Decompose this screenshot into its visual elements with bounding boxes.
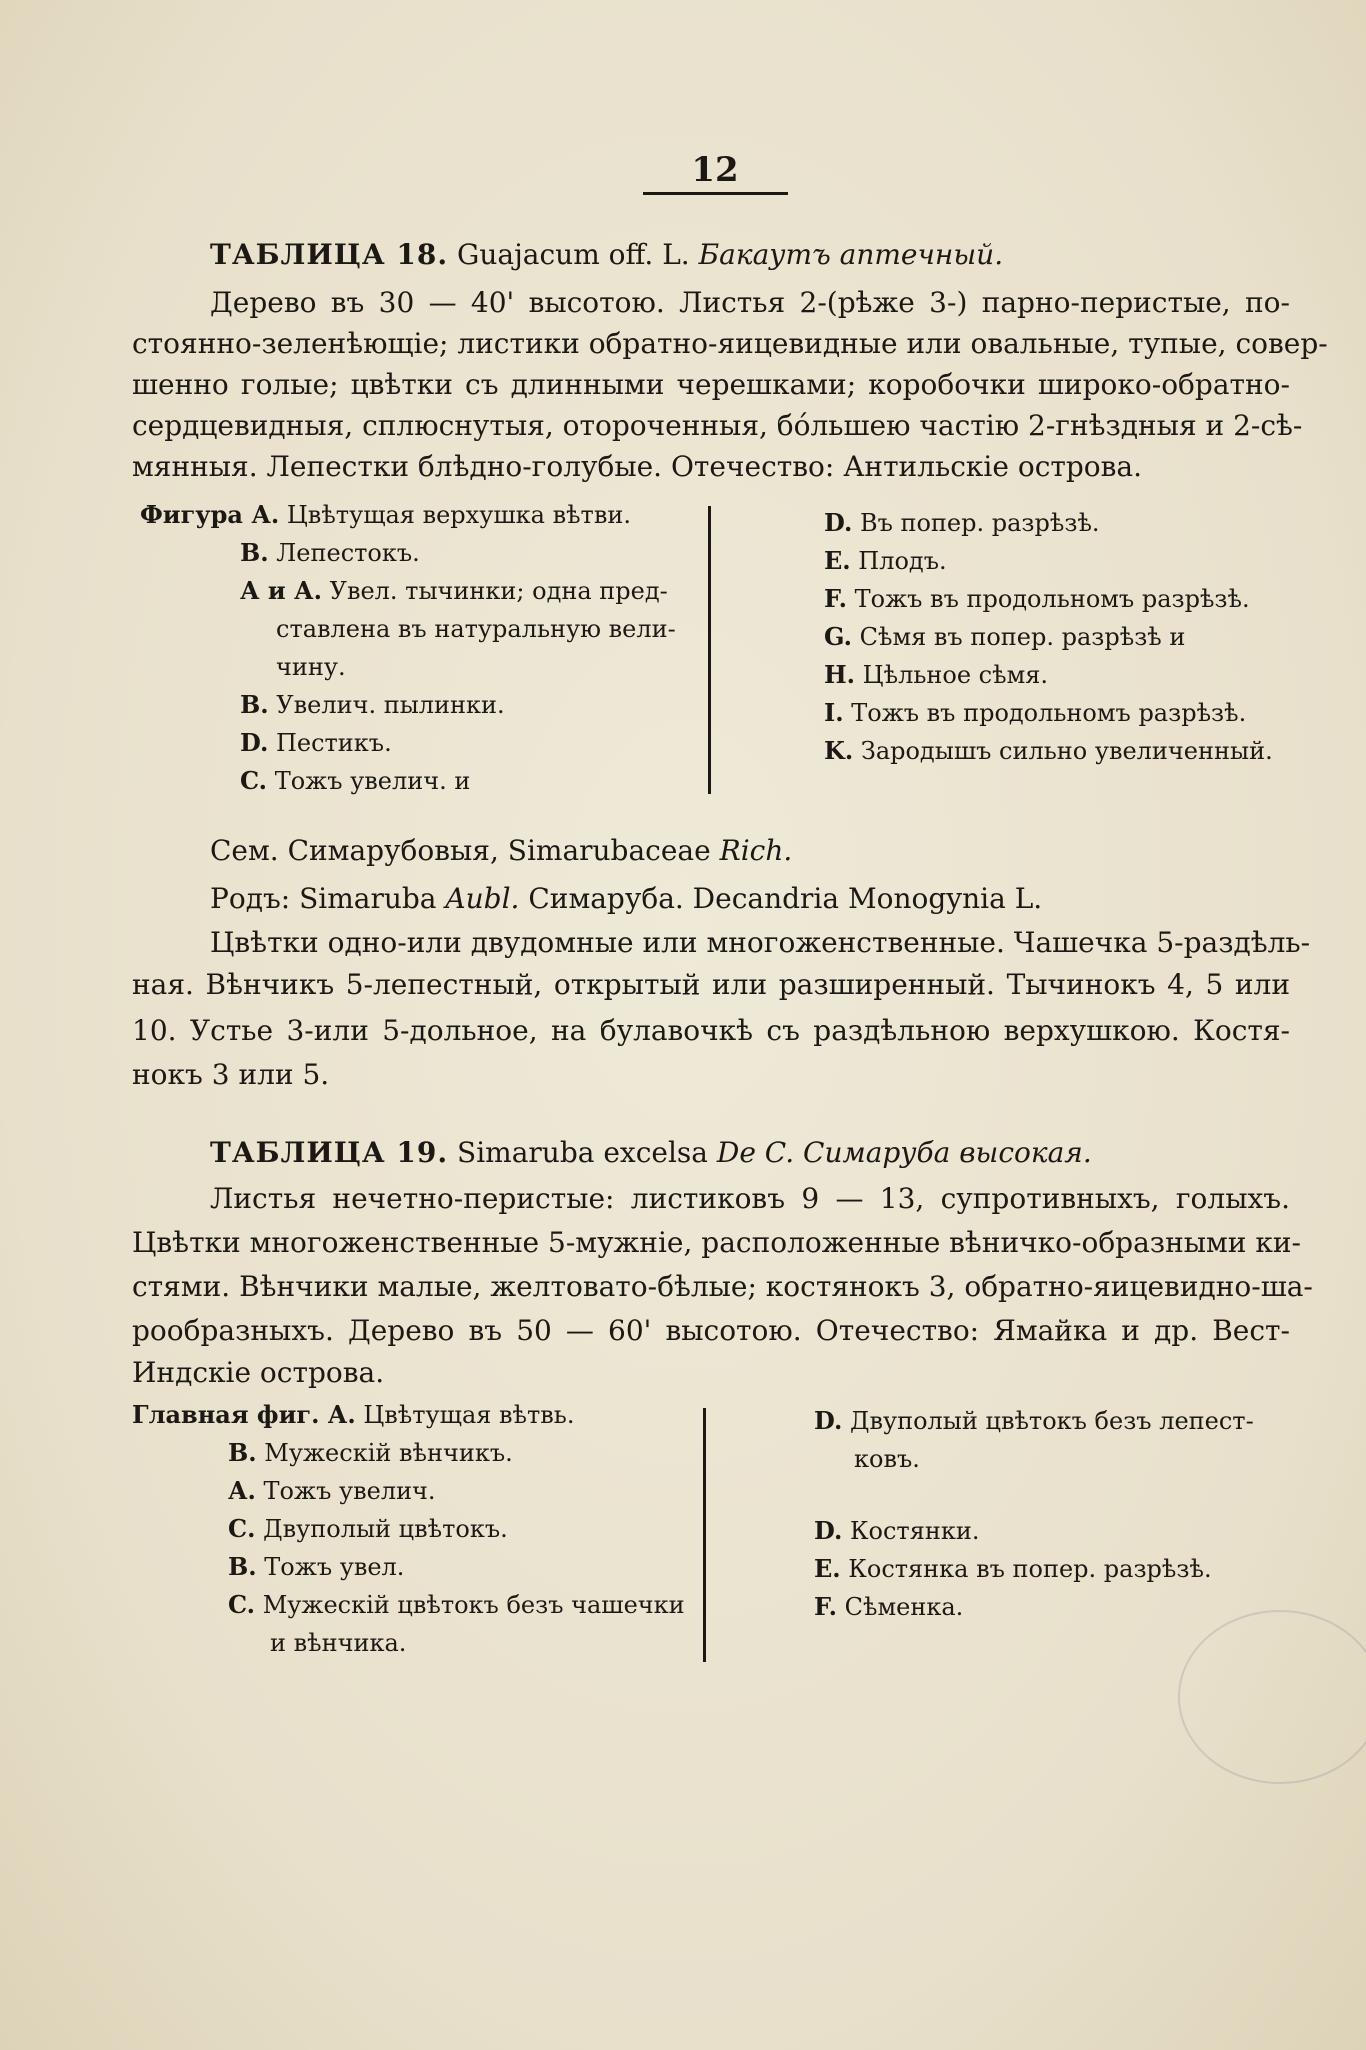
family-text-line: 10. Устье 3-или 5-дольное, на булавочкѣ съ раздѣльною верхушкою. Костя- (132, 1014, 1290, 1047)
figure-legend-item: чину. (276, 653, 346, 681)
figure-legend-item: А. Тожъ увелич. (228, 1476, 436, 1505)
figure-legend-item: C. Тожъ увелич. и (240, 766, 471, 795)
figure-legend-item: D. Двуполый цвѣтокъ безъ лепест- (814, 1406, 1254, 1435)
figure-legend-item: B. Тожъ увел. (228, 1552, 405, 1581)
table18-russian-name: Бакаутъ аптечный. (698, 238, 1004, 271)
figure-legend-item: ставлена въ натуральную вели- (276, 615, 676, 643)
figure-legend-item: ковъ. (854, 1445, 920, 1473)
figure-legend-item: Главная фиг. А. Цвѣтущая вѣтвь. (132, 1400, 575, 1429)
figure-legend-item: D. Въ попер. разрѣзѣ. (824, 508, 1100, 537)
figure-legend-item: D. Пестикъ. (240, 728, 392, 757)
library-stamp (1178, 1610, 1366, 1784)
genus-heading: Родъ: Simaruba Aubl. Симаруба. Decandria Monogynia L. (210, 882, 1043, 915)
column-divider (703, 1408, 706, 1662)
table18-latin: Guajacum off. L. (457, 238, 690, 271)
figure-legend-item: D. Костянки. (814, 1516, 980, 1545)
table18-text-line: шенно голые; цвѣтки съ длинными черешками; коробочки широко-обратно- (132, 368, 1290, 401)
table19-text-line: Индскіе острова. (132, 1356, 385, 1389)
table18-text-line: мянныя. Лепестки блѣдно-голубые. Отечество: Антильскіе острова. (132, 450, 1143, 483)
figure-legend-item: F. Сѣменка. (814, 1592, 964, 1621)
page-number-rule (643, 192, 788, 195)
figure-legend-item: G. Сѣмя въ попер. разрѣзѣ и (824, 622, 1186, 651)
table19-text-line: Цвѣтки многоженственные 5-мужніе, расположенные вѣничко-образными ки- (132, 1226, 1301, 1259)
figure-legend-item: I. Тожъ въ продольномъ разрѣзѣ. (824, 698, 1247, 727)
figure-legend-item: Фигура А. Цвѣтущая верхушка вѣтви. (140, 500, 631, 529)
table19-latin: Simaruba excelsa (457, 1136, 708, 1169)
table18-text-line: сердцевидныя, сплюснутыя, отороченныя, бо́льшею частію 2-гнѣздныя и 2-сѣ- (132, 409, 1303, 442)
family-text-line: Цвѣтки одно-или двудомные или многоженственные. Чашечка 5-раздѣль- (210, 926, 1311, 959)
table18-text-line: Дерево въ 30 — 40' высотою. Листья 2-(рѣже 3-) парно-перистые, по- (210, 286, 1290, 319)
figure-legend-item: K. Зародышъ сильно увеличенный. (824, 736, 1273, 765)
table19-heading (210, 1134, 1092, 1172)
figure-legend-item: C. Мужескій цвѣтокъ безъ чашечки (228, 1590, 685, 1619)
figure-legend-item: E. Плодъ. (824, 546, 947, 575)
figure-legend-item: и вѣнчика. (270, 1629, 407, 1657)
family-text-line: нокъ 3 или 5. (132, 1058, 330, 1091)
figure-legend-item: H. Цѣльное сѣмя. (824, 660, 1049, 689)
figure-legend-item: B. Увелич. пылинки. (240, 690, 505, 719)
figure-legend-item: В. Лепестокъ. (240, 538, 420, 567)
table19-label: ТАБЛИЦА 19. (210, 1136, 449, 1169)
figure-legend-item: В. Мужескій вѣнчикъ. (228, 1438, 513, 1467)
table19-russian-name: De C. Симаруба высокая. (716, 1136, 1092, 1169)
column-divider (708, 506, 711, 794)
table18-text-line: стоянно-зеленѣющіе; листики обратно-яицевидные или овальные, тупые, совер- (132, 327, 1328, 360)
table19-text-line: рообразныхъ. Дерево въ 50 — 60' высотою. Отечество: Ямайка и др. Вест- (132, 1314, 1290, 1347)
family-heading: Сем. Симарубовыя, Simarubaceae Rich. (210, 834, 793, 867)
table19-text-line: Листья нечетно-перистые: листиковъ 9 — 13, супротивныхъ, голыхъ. (210, 1182, 1290, 1215)
figure-legend-item: F. Тожъ въ продольномъ разрѣзѣ. (824, 584, 1250, 613)
figure-legend-item: А и А. Увел. тычинки; одна пред- (240, 576, 668, 605)
figure-legend-item: С. Двуполый цвѣтокъ. (228, 1514, 508, 1543)
family-text-line: ная. Вѣнчикъ 5-лепестный, открытый или разширенный. Тычинокъ 4, 5 или (132, 968, 1290, 1001)
figure-legend-item: Е. Костянка въ попер. разрѣзѣ. (814, 1554, 1212, 1583)
table18-heading (210, 236, 1003, 274)
table19-text-line: стями. Вѣнчики малые, желтовато-бѣлые; костянокъ 3, обратно-яицевидно-ша- (132, 1270, 1313, 1303)
page-number: 12 (691, 150, 739, 190)
table18-label: ТАБЛИЦА 18. (210, 238, 449, 271)
